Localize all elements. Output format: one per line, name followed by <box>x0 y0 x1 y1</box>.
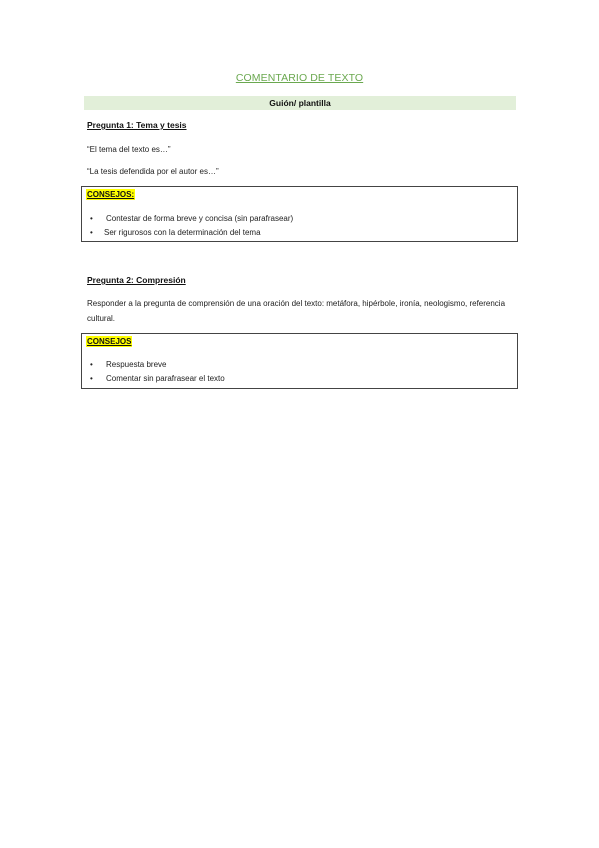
tip-text: Comentar sin parafrasear el texto <box>106 374 225 383</box>
section-1-paragraph: “El tema del texto es…” <box>87 145 171 154</box>
tip-text: Contestar de forma breve y concisa (sin parafrasear) <box>106 214 294 223</box>
tips-label: CONSEJOS: <box>87 190 135 199</box>
bullet-icon: • <box>90 228 93 237</box>
tips-box-2 <box>81 333 518 389</box>
tip-text: Ser rigurosos con la determinación del tema <box>104 228 261 237</box>
section-2-paragraph: Responder a la pregunta de comprensión de una oración del texto: metáfora, hipérbole, ironía, neologismo, referencia cultural. <box>87 299 506 323</box>
document-subtitle: Guión/ plantilla <box>84 96 516 110</box>
section-heading-pregunta-2: Pregunta 2: Compresión <box>87 275 186 285</box>
bullet-icon: • <box>90 374 93 383</box>
tip-text: Respuesta breve <box>106 360 167 369</box>
section-1-paragraph: “La tesis defendida por el autor es…” <box>87 167 219 176</box>
tips-box-1 <box>81 186 518 242</box>
document-title: COMENTARIO DE TEXTO <box>235 72 364 84</box>
bullet-icon: • <box>90 214 93 223</box>
section-heading-pregunta-1: Pregunta 1: Tema y tesis <box>87 120 187 130</box>
bullet-icon: • <box>90 360 93 369</box>
tips-label: CONSEJOS <box>87 337 132 346</box>
